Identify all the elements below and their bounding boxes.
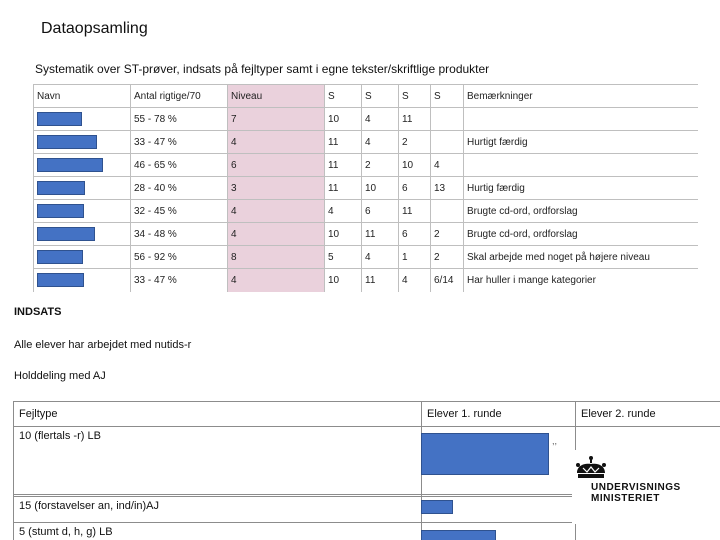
niveau-cell: 4: [228, 269, 325, 292]
pct-cell: 28 - 40 %: [131, 177, 228, 200]
redaction-block: [37, 158, 103, 172]
s-cell: [431, 200, 464, 223]
table-row: [34, 269, 698, 292]
s-cell: 4: [325, 200, 362, 223]
redaction-block: [37, 204, 84, 218]
redaction-block: [421, 530, 496, 540]
fejltype-cell: 15 (forstavelser an, ind/in)AJ: [14, 497, 422, 523]
page-subtitle: Systematik over ST-prøver, indsats på fejltyper samt i egne tekster/skriftlige produkter: [35, 62, 490, 76]
s-cell: 4: [399, 269, 431, 292]
remark-cell: [464, 154, 698, 177]
s-cell: 10: [362, 177, 399, 200]
indsats-line-1: Alle elever har arbejdet med nutids-r: [14, 339, 192, 351]
logo-line-2: MINISTERIET: [591, 493, 660, 504]
s-cell: 4: [362, 108, 399, 131]
niveau-cell: 4: [228, 200, 325, 223]
header-cell: S: [431, 85, 464, 108]
niveau-cell: 4: [228, 223, 325, 246]
table-row: [34, 200, 698, 223]
redaction-block: [37, 135, 97, 149]
header-cell: Niveau: [228, 85, 325, 108]
pct-cell: 56 - 92 %: [131, 246, 228, 269]
niveau-cell: 4: [228, 131, 325, 154]
s-cell: 5: [325, 246, 362, 269]
test-results-table: [33, 84, 698, 292]
redacted-name-cell: [34, 108, 131, 131]
indsats-line-2: Holddeling med AJ: [14, 370, 106, 382]
pct-cell: 33 - 47 %: [131, 269, 228, 292]
remark-cell: Skal arbejde med noget på højere niveau: [464, 246, 698, 269]
s-cell: 11: [362, 269, 399, 292]
logo-line-1: UNDERVISNINGS: [591, 482, 681, 493]
s-cell: 10: [325, 269, 362, 292]
remark-cell: Brugte cd-ord, ordforslag: [464, 200, 698, 223]
table-header-row: [34, 85, 698, 108]
redaction-block: [37, 181, 85, 195]
s-cell: 6/14: [431, 269, 464, 292]
s-cell: 10: [325, 108, 362, 131]
indsats-heading: INDSATS: [14, 306, 62, 318]
redaction-block: [421, 433, 549, 475]
header-cell: Bemærkninger: [464, 85, 698, 108]
table-row: [34, 177, 698, 200]
remark-cell: [464, 108, 698, 131]
remark-cell: Hurtig færdig: [464, 177, 698, 200]
redacted-name-cell: [34, 200, 131, 223]
s-cell: 2: [399, 131, 431, 154]
redacted-name-cell: [34, 269, 131, 292]
table-row: [34, 223, 698, 246]
remark-cell: Har huller i mange kategorier: [464, 269, 698, 292]
s-cell: 6: [399, 177, 431, 200]
pct-cell: 55 - 78 %: [131, 108, 228, 131]
redaction-block: [37, 227, 95, 241]
header-cell: Elever 1. runde: [422, 402, 576, 427]
fejltype-cell: 5 (stumt d, h, g) LB: [14, 523, 422, 540]
s-cell: 10: [399, 154, 431, 177]
header-cell: Fejltype: [14, 402, 422, 427]
pct-cell: 33 - 47 %: [131, 131, 228, 154]
redaction-mark: ,,: [552, 436, 558, 446]
redacted-name-cell: [34, 177, 131, 200]
redaction-block: [421, 500, 453, 514]
header-cell: Antal rigtige/70: [131, 85, 228, 108]
s-cell: 13: [431, 177, 464, 200]
redacted-name-cell: [34, 246, 131, 269]
table-row: [34, 154, 698, 177]
pct-cell: 34 - 48 %: [131, 223, 228, 246]
s-cell: 11: [362, 223, 399, 246]
round2-cell: [576, 523, 720, 540]
s-cell: [431, 108, 464, 131]
crown-icon: [573, 455, 609, 483]
table-row: [14, 523, 720, 540]
s-cell: [431, 131, 464, 154]
s-cell: 11: [399, 200, 431, 223]
remark-cell: Hurtigt færdig: [464, 131, 698, 154]
redaction-block: [37, 112, 82, 126]
table-row: [34, 246, 698, 269]
s-cell: 11: [325, 177, 362, 200]
s-cell: 11: [325, 131, 362, 154]
remark-cell: Brugte cd-ord, ordforslag: [464, 223, 698, 246]
header-cell: Navn: [34, 85, 131, 108]
header-cell: S: [399, 85, 431, 108]
niveau-cell: 6: [228, 154, 325, 177]
niveau-cell: 7: [228, 108, 325, 131]
niveau-cell: 3: [228, 177, 325, 200]
s-cell: 2: [431, 223, 464, 246]
s-cell: 11: [325, 154, 362, 177]
s-cell: 4: [362, 246, 399, 269]
logo-text: [591, 482, 681, 504]
redacted-name-cell: [34, 154, 131, 177]
header-cell: S: [362, 85, 399, 108]
table-row: [34, 131, 698, 154]
s-cell: 10: [325, 223, 362, 246]
redaction-block: [37, 273, 84, 287]
header-cell: S: [325, 85, 362, 108]
pct-cell: 32 - 45 %: [131, 200, 228, 223]
fejltype-cell: 10 (flertals -r) LB: [14, 427, 422, 495]
s-cell: 2: [362, 154, 399, 177]
redacted-name-cell: [34, 223, 131, 246]
redacted-name-cell: [34, 131, 131, 154]
s-cell: 4: [431, 154, 464, 177]
redaction-block: [37, 250, 83, 264]
page-title: Dataopsamling: [41, 20, 148, 37]
ministry-logo: [572, 450, 720, 524]
s-cell: 1: [399, 246, 431, 269]
s-cell: 6: [362, 200, 399, 223]
s-cell: 11: [399, 108, 431, 131]
niveau-cell: 8: [228, 246, 325, 269]
table-row: [34, 108, 698, 131]
s-cell: 2: [431, 246, 464, 269]
header-cell: Elever 2. runde: [576, 402, 720, 427]
s-cell: 4: [362, 131, 399, 154]
pct-cell: 46 - 65 %: [131, 154, 228, 177]
s-cell: 6: [399, 223, 431, 246]
table-header-row: [14, 402, 720, 427]
